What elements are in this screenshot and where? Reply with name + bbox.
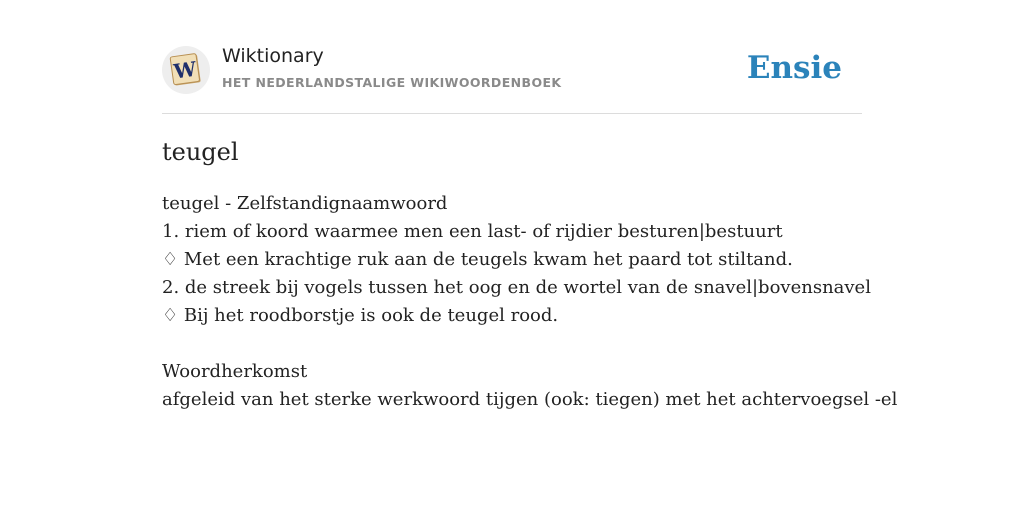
definition-1: 1. riem of koord waarmee men een last- of rijdier besturen|bestuurt <box>162 221 783 242</box>
header-divider <box>162 113 862 114</box>
etymology-heading: Woordherkomst <box>162 361 308 382</box>
entry-title: teugel <box>162 138 239 166</box>
etymology-text: afgeleid van het sterke werkwoord tijgen (ook: tiegen) met het achtervoegsel -el <box>162 389 898 410</box>
example-2: ♢ Bij het roodborstje is ook de teugel rood. <box>162 305 559 326</box>
section-spacer <box>162 330 882 358</box>
example-1: ♢ Met een krachtige ruk aan de teugels kwam het paard tot stiltand. <box>162 249 793 270</box>
wiktionary-logo-icon[interactable] <box>162 46 210 94</box>
svg-text:W: W <box>172 56 198 84</box>
entry-content <box>162 190 898 414</box>
definition-2: 2. de streek bij vogels tussen het oog en de wortel van de snavel|bovensnavel <box>162 277 871 298</box>
site-tagline: HET NEDERLANDSTALIGE WIKIWOORDENBOEK <box>222 75 562 90</box>
site-header <box>162 44 862 98</box>
entry-heading: teugel - Zelfstandignaamwoord <box>162 193 448 214</box>
site-name[interactable]: Wiktionary <box>222 45 324 67</box>
ensie-brand-link[interactable]: Ensie <box>746 50 842 86</box>
